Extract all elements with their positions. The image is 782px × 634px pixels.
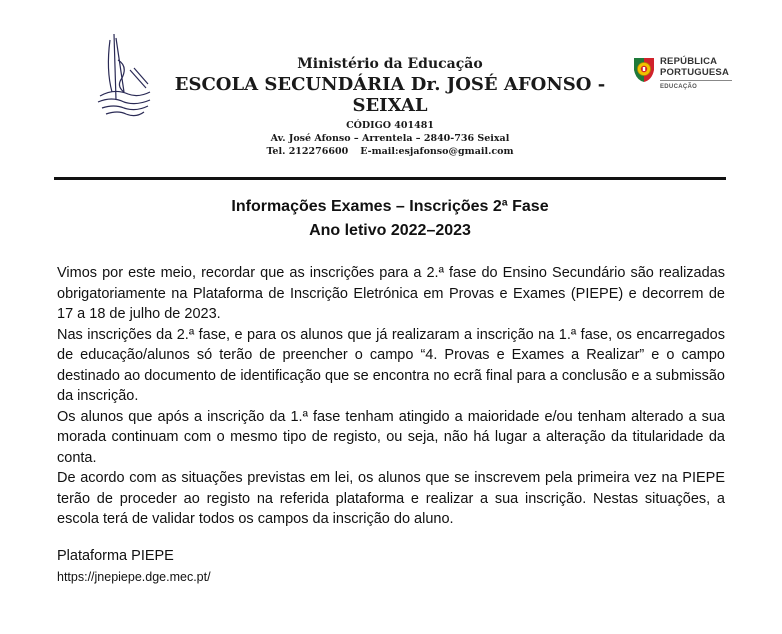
paragraph-1: Vimos por este meio, recordar que as inscrições para a 2.ª fase do Ensino Secundário são realizadas obrigatoriamente na Plataforma de Inscrição Eletrónica em Provas e Exames (PIEPE) e decorrem de 17 a 18 de julho de 2023. bbox=[57, 265, 725, 322]
department-label: EDUCAÇÃO bbox=[660, 84, 698, 90]
logo-divider bbox=[660, 80, 732, 81]
letterhead bbox=[165, 56, 615, 158]
contact-line bbox=[165, 145, 615, 158]
document-title bbox=[54, 195, 726, 243]
paragraph-3: Os alunos que após a inscrição da 1.ª fase tenham atingido a maioridade e/ou tenham alterado a sua morada continuam com o mesmo tipo de registo, ou seja, não há lugar a alteração da titularidade da conta. bbox=[57, 408, 725, 466]
republica-line2: PORTUGUESA bbox=[660, 67, 730, 78]
ministry-name: Ministério da Educação bbox=[297, 56, 483, 72]
platform-label: Plataforma PIEPE bbox=[57, 548, 174, 564]
header-divider bbox=[54, 177, 726, 180]
school-logo bbox=[94, 30, 154, 120]
school-address: Av. José Afonso – Arrentela – 2840-736 Seixal bbox=[270, 133, 510, 144]
school-name: ESCOLA SECUNDÁRIA Dr. JOSÉ AFONSO - SEIXAL bbox=[174, 74, 606, 116]
phone-number: Tel. 212276600 bbox=[266, 146, 349, 157]
republica-line1: REPÚBLICA bbox=[660, 56, 718, 67]
document-body bbox=[57, 263, 725, 530]
coat-of-arms-icon bbox=[632, 56, 656, 84]
paragraph-4: De acordo com as situações previstas em lei, os alunos que se inscrevem pela primeira vez na PIEPE terão de proceder ao registo na referida plataforma e realizar a sua inscrição. Nestas situações, a escola terá de validar todos os campos da inscrição do aluno. bbox=[57, 470, 725, 527]
republica-label bbox=[660, 56, 729, 78]
title-line-2: Ano letivo 2022–2023 bbox=[309, 222, 471, 239]
school-code: CÓDIGO 401481 bbox=[346, 120, 434, 131]
title-line-1: Informações Exames – Inscrições 2ª Fase bbox=[231, 198, 549, 215]
email-address: E-mail:esjafonso@gmail.com bbox=[360, 146, 514, 157]
republica-portuguesa-logo bbox=[632, 54, 736, 98]
paragraph-2: Nas inscrições da 2.ª fase, e para os alunos que já realizaram a inscrição na 1.ª fase, os encarregados de educação/alunos só terão de preencher o campo “4. Provas e Exames a Realizar” e o campo destinado ao documento de identificação que se encontra no ecrã final para a conclusão e a submissão da inscrição. bbox=[57, 326, 725, 404]
platform-link[interactable]: https://jnepiepe.dge.mec.pt/ bbox=[57, 570, 211, 584]
